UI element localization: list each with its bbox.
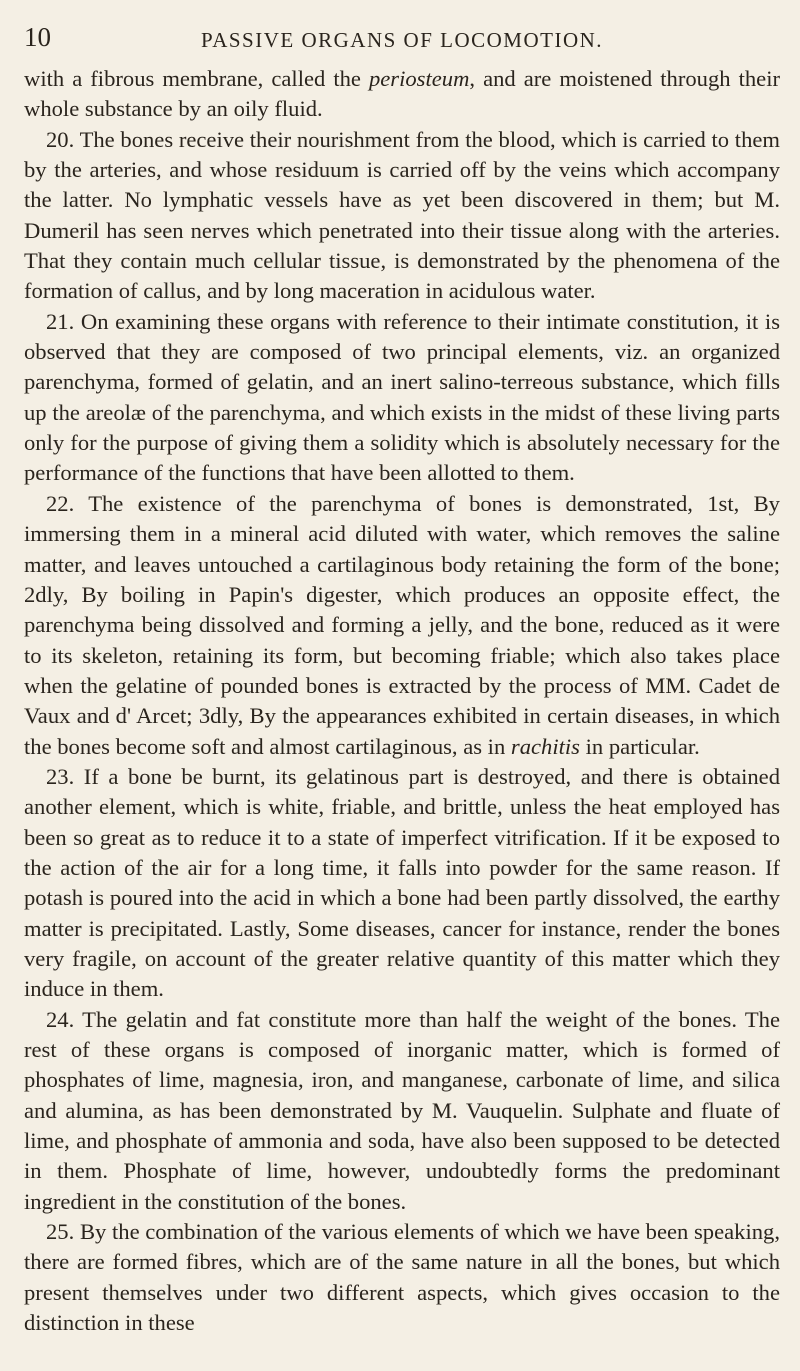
paragraph-number: 23. — [46, 763, 75, 789]
body-text — [24, 64, 780, 1338]
paragraph-23 — [24, 762, 780, 1005]
text-segment: If a bone be burnt, its gelatinous part is destroyed, and there is obtained another element, which is white, friable, and brittle, unless the heat employed has been so great as to reduce it to a state of imperfect vitrification. If it be exposed to the action of the air for a long time, it falls into powder for the same reason. If potash is poured into the acid in which a bone had been partly dissolved, the earthy matter is precipitated. Lastly, Some diseases, cancer for instance, render the bones very fragile, on account of the greater relative quantity of this matter which they induce in them. — [24, 763, 780, 1002]
text-segment: The existence of the parenchyma of bones is demonstrated, 1st, By immersing them in a mineral acid diluted with water, which removes the saline matter, and leaves untouched a cartilaginous body retaining the form of the bone; 2dly, By boiling in Papin's digester, which produces an opposite effect, the parenchyma being dissolved and forming a jelly, and the bone, reduced as it were to its skeleton, retaining its form, but becoming friable; which also takes place when the gelatine of pounded bones is extracted by the process of MM. Cadet de Vaux and d' Arcet; 3dly, By the appearances exhibited in certain diseases, in which the bones become soft and almost cartilaginous, as in — [24, 490, 780, 759]
paragraph-22 — [24, 489, 780, 762]
italic-term-periosteum: periosteum — [368, 66, 470, 91]
text-segment: in particular. — [579, 733, 700, 759]
page-number: 10 — [24, 22, 51, 52]
paragraph-number: 22. — [46, 490, 75, 516]
paragraph-25 — [24, 1217, 780, 1338]
paragraph-21 — [24, 307, 780, 489]
text-segment: with a fibrous membrane, called the — [24, 66, 369, 91]
running-head — [24, 22, 780, 56]
italic-term-rachitis: rachitis — [510, 733, 580, 759]
paragraph-number: 21. — [46, 308, 75, 334]
paragraph-continuation — [24, 64, 780, 125]
paragraph-number: 20. — [46, 126, 75, 152]
text-segment: The gelatin and fat constitute more than half the weight of the bones. The rest of these organs is composed of inorganic matter, which is formed of phosphates of lime, magnesia, iron, and manganese, carbonate of lime, and silica and alumina, as has been demonstrated by M. Vauquelin. Sulphate and fluate of lime, and phosphate of ammonia and soda, have also been supposed to be detected in them. Phosphate of lime, however, undoubtedly forms the predominant ingredient in the constitution of the bones. — [24, 1006, 780, 1214]
page-header-title: PASSIVE ORGANS OF LOCOMOTION. — [200, 28, 604, 52]
paragraph-20 — [24, 125, 780, 307]
text-segment: The bones receive their nourishment from the blood, which is carried to them by the arteries, and whose residuum is carried off by the veins which accompany the latter. No lymphatic vessels have as yet been discovered in them; but M. Dumeril has seen nerves which penetrated into their tissue along with the arteries. That they contain much cellular tissue, is demonstrated by the phenomena of the formation of callus, and by long maceration in acidulous water. — [24, 126, 780, 304]
paragraph-number: 25. — [46, 1219, 75, 1245]
paragraph-24 — [24, 1005, 780, 1217]
text-segment: By the combination of the various elements of which we have been speaking, there are formed fibres, which are of the same nature in all the bones, but which present themselves under two different aspects, which gives occasion to the distinction in these — [24, 1219, 780, 1336]
text-segment: On examining these organs with reference to their intimate constitution, it is observed that they are composed of two principal elements, viz. an organized parenchyma, formed of gelatin, and an inert salino-terreous substance, which fills up the areolæ of the parenchyma, and which exists in the midst of these living parts only for the purpose of giving them a solidity which is absolutely necessary for the performance of the functions that have been allotted to them. — [24, 308, 780, 486]
text-segment: , and are moistened through their whole substance by an oily fluid. — [24, 66, 780, 122]
paragraph-number: 24. — [46, 1006, 75, 1032]
